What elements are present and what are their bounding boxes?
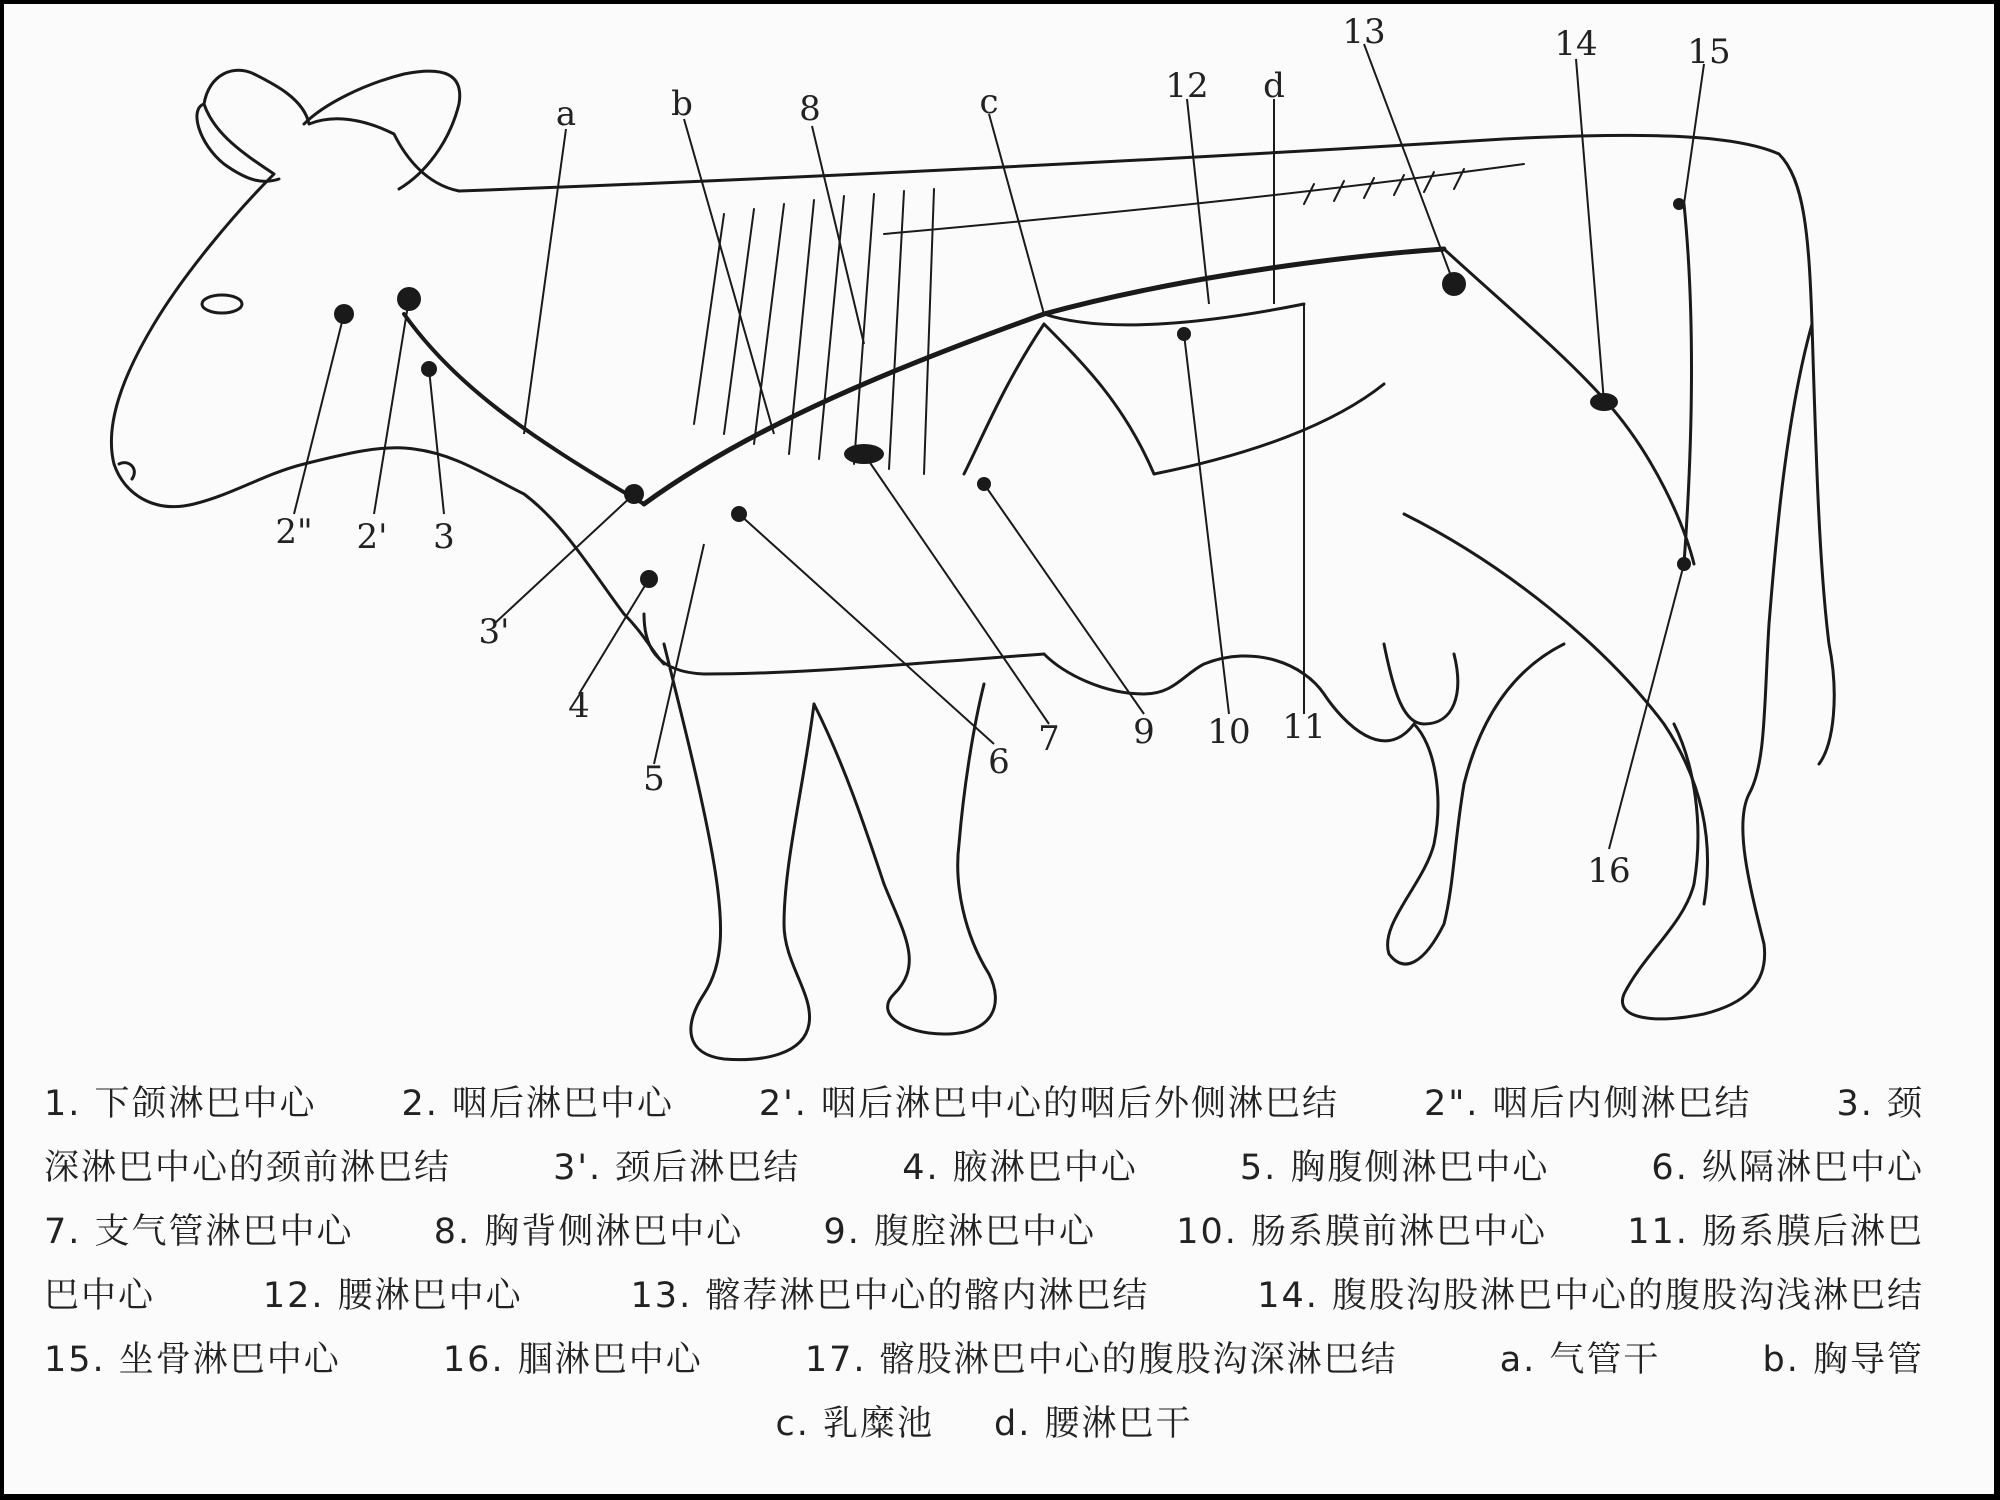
label-16: 16 [1587, 851, 1631, 891]
legend-line-2 [44, 1136, 1924, 1200]
legend-item: a. 气管干 [1499, 1340, 1661, 1380]
label-2p: 2' [356, 517, 388, 557]
legend-item: 11. 肠系膜后淋巴 [1627, 1212, 1924, 1252]
legend-item: 7. 支气管淋巴中心 [44, 1212, 354, 1252]
legend-item: 3. 颈 [1836, 1084, 1924, 1124]
label-10: 10 [1207, 712, 1251, 752]
label-3p: 3' [478, 612, 510, 652]
legend-item: 2". 咽后内侧淋巴结 [1423, 1084, 1752, 1124]
legend-item: 6. 纵隔淋巴中心 [1651, 1148, 1924, 1188]
cow-outline [459, 135, 1834, 1059]
label-6: 6 [988, 742, 1010, 782]
label-12: 12 [1165, 66, 1209, 106]
legend-item: 巴中心 [44, 1276, 156, 1316]
thoracic-duct [644, 249, 1444, 504]
label-5: 5 [643, 759, 665, 799]
legend-item: 2. 咽后淋巴中心 [401, 1084, 674, 1124]
legend-item: 2'. 咽后淋巴中心的咽后外侧淋巴结 [758, 1084, 1340, 1124]
legend-line-3 [44, 1200, 1924, 1264]
legend-item: b. 胸导管 [1762, 1340, 1924, 1380]
legend-line-5 [44, 1328, 1924, 1392]
legend-item: 5. 胸腹侧淋巴中心 [1239, 1148, 1550, 1188]
legend-item: 3'. 颈后淋巴结 [553, 1148, 801, 1188]
legend-item: 15. 坐骨淋巴中心 [44, 1340, 341, 1380]
legend-item: 1. 下颌淋巴中心 [44, 1084, 317, 1124]
label-2pp: 2" [275, 512, 313, 552]
label-13: 13 [1342, 12, 1386, 52]
label-a: a [555, 94, 577, 134]
legend-line-4 [44, 1264, 1924, 1328]
diagram-sheet [4, 4, 1994, 1494]
lymph-nodes [334, 198, 1691, 588]
legend-item: 4. 腋淋巴中心 [902, 1148, 1138, 1188]
legend-item: 12. 腰淋巴中心 [262, 1276, 523, 1316]
legend-item: 17. 髂股淋巴中心的腹股沟深淋巴结 [804, 1340, 1398, 1380]
legend-item: 13. 髂荐淋巴中心的髂内淋巴结 [630, 1276, 1150, 1316]
label-b: b [671, 84, 693, 124]
legend-item: c. 乳糜池 [775, 1404, 935, 1444]
label-3: 3 [433, 517, 455, 557]
legend-item: 16. 腘淋巴中心 [442, 1340, 703, 1380]
legend-item: 10. 肠系膜前淋巴中心 [1176, 1212, 1547, 1252]
legend-item: 深淋巴中心的颈前淋巴结 [44, 1148, 452, 1188]
leader-lines [294, 44, 1704, 849]
label-15: 15 [1687, 32, 1731, 72]
legend [44, 1072, 1924, 1456]
hind-leg-vessel [1404, 514, 1708, 904]
label-d: d [1263, 66, 1285, 106]
cow-udder [1384, 644, 1458, 724]
cow-eye [202, 295, 242, 313]
legend-line-1 [44, 1072, 1924, 1136]
cow-head [111, 70, 664, 664]
label-14: 14 [1554, 24, 1598, 64]
label-4: 4 [568, 686, 590, 726]
legend-line-6 [44, 1392, 1924, 1456]
legend-item: d. 腰淋巴干 [994, 1404, 1193, 1444]
label-9: 9 [1133, 712, 1155, 752]
cow-spine [884, 164, 1524, 234]
label-8: 8 [799, 89, 821, 129]
legend-item: 9. 腹腔淋巴中心 [823, 1212, 1096, 1252]
label-7: 7 [1038, 719, 1060, 759]
legend-item: 8. 胸背侧淋巴中心 [433, 1212, 744, 1252]
label-c: c [979, 82, 999, 122]
lymph-node-15 [1673, 198, 1685, 210]
legend-item: 14. 腹股沟股淋巴中心的腹股沟浅淋巴结 [1257, 1276, 1924, 1316]
label-11: 11 [1282, 707, 1326, 747]
